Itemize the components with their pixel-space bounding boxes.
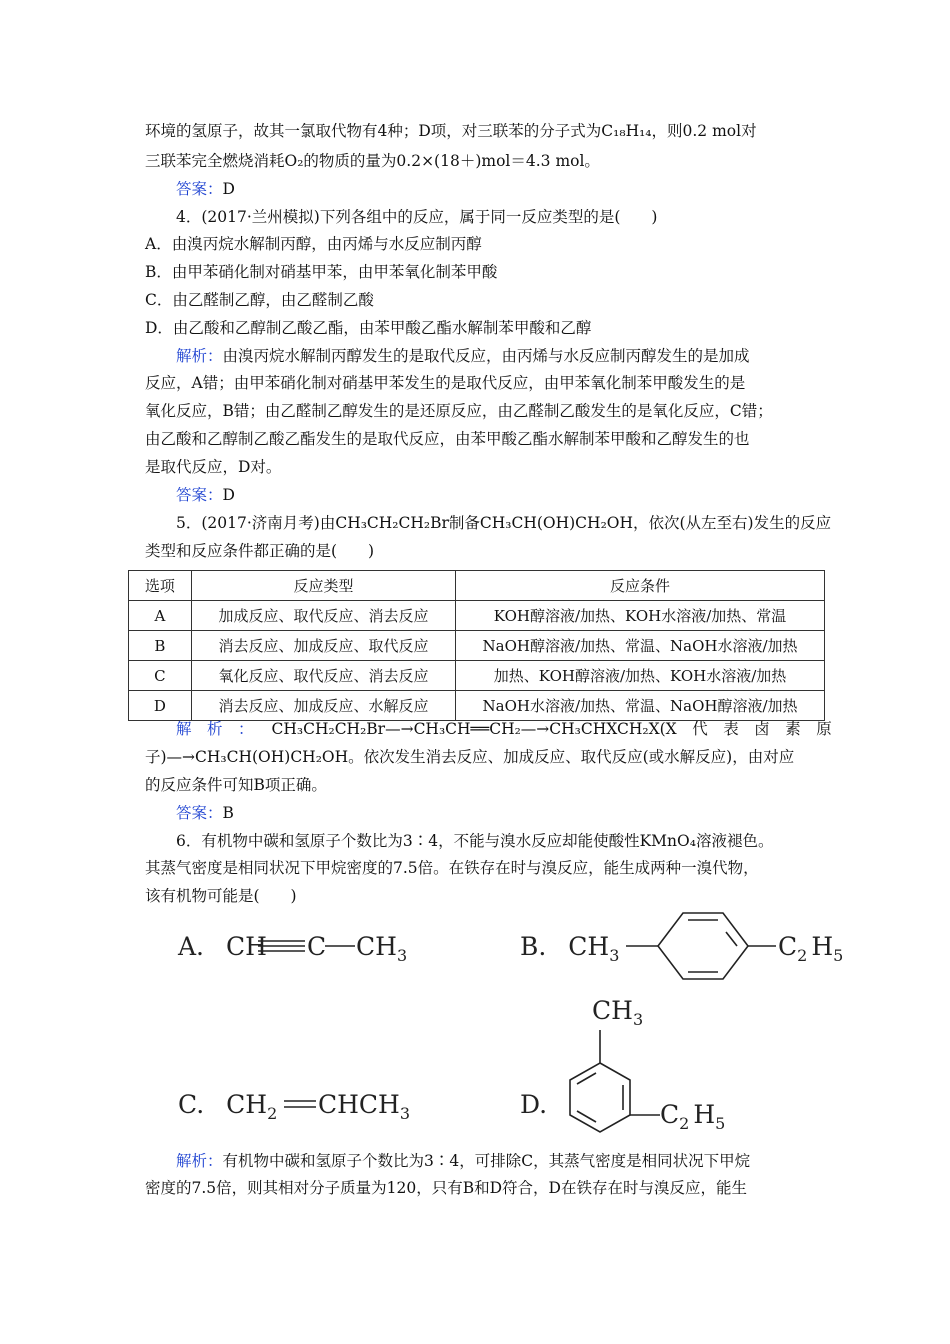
q5-analysis-line-3: 的反应条件可知B项正确。 (145, 776, 327, 794)
table-cell: NaOH水溶液/加热、常温、NaOH醇溶液/加热 (456, 691, 825, 721)
q5-answer (176, 802, 234, 824)
formula-subscript: 5 (833, 946, 844, 965)
table-cell: D (129, 691, 192, 721)
q4-analysis-line-5: 是取代反应，D对。 (145, 458, 282, 476)
answer-value: D (222, 180, 235, 198)
answer-value: D (222, 486, 235, 504)
q5-analysis-line-2: 子)—→CH₃CH(OH)CH₂OH。依次发生消去反应、加成反应、取代反应(或水解反应)，由对应 (145, 748, 795, 766)
q4-option-a: A．由溴丙烷水解制丙醇，由丙烯与水反应制丙醇 (145, 235, 482, 253)
q4-option-d: D．由乙酸和乙醇制乙酸乙酯，由苯甲酸乙酯水解制苯甲酸和乙醇 (145, 319, 592, 337)
formula-text: CH (356, 932, 397, 961)
q4-stem: 4．(2017·兰州模拟)下列各组中的反应，属于同一反应类型的是( ) (176, 208, 658, 226)
answer-label: 答案： (176, 180, 223, 198)
q6-option-a-methyl (356, 932, 408, 965)
analysis-label: 解 析 ： (176, 720, 254, 738)
option-label: D. (520, 1090, 548, 1119)
option-label: B. (520, 932, 547, 961)
q6-option-c-right (318, 1090, 411, 1123)
table-row (129, 691, 825, 721)
table-cell: 加热、KOH醇溶液/加热、KOH水溶液/加热 (456, 661, 825, 691)
analysis-text: 有机物中碳和氢原子个数比为3∶4，可排除C，其蒸气密度是相同状况下甲烷 (222, 1152, 751, 1170)
q6-analysis-line-2: 密度的7.5倍，则其相对分子质量为120，只有B和D符合，D在铁存在时与溴反应，能生 (145, 1179, 747, 1197)
q6-stem-line-2: 其蒸气密度是相同状况下甲烷密度的7.5倍。在铁存在时与溴反应，能生成两种一溴代物， (145, 859, 759, 877)
q5-analysis-line-1 (176, 718, 832, 740)
q6-option-b (520, 932, 620, 965)
q3-answer (176, 178, 235, 200)
formula-subscript: 3 (399, 1104, 411, 1123)
q6-option-a (178, 932, 267, 961)
q4-analysis-line-2: 反应，A错；由甲苯硝化制对硝基甲苯发生的是取代反应，由甲苯氧化制苯甲酸发生的是 (145, 374, 746, 392)
q6-analysis-line-1 (176, 1150, 750, 1172)
formula-text: CH (592, 996, 633, 1025)
analysis-text: 由溴丙烷水解制丙醇发生的是取代反应，由丙烯与水反应制丙醇发生的是加成 (222, 347, 750, 365)
q5-stem-line-2: 类型和反应条件都正确的是( ) (145, 542, 375, 560)
analysis-text: CH₃CH₂CH₂Br—→CH₃CH══CH₂—→CH₃CHXCH₂X(X 代 表 卤 素 原 (271, 720, 832, 738)
formula-subscript: 5 (715, 1114, 726, 1133)
q6-option-c (178, 1090, 278, 1123)
formula-subscript: 3 (632, 1010, 644, 1029)
analysis-label: 解析： (176, 347, 223, 365)
intro-line-1: 环境的氢原子，故其一氯取代物有4种；D项，对三联苯的分子式为C₁₈H₁₄，则0.2 mol对 (145, 122, 757, 140)
answer-value: B (222, 804, 234, 822)
q4-answer (176, 484, 235, 506)
formula-subscript: 2 (267, 1104, 278, 1123)
formula-text: C (660, 1100, 680, 1129)
table-row (129, 601, 825, 631)
table-cell: 氧化反应、取代反应、消去反应 (191, 661, 455, 691)
formula-subscript: 2 (797, 946, 808, 965)
formula-text: H (811, 932, 834, 961)
q6-option-d-ethyl (660, 1100, 726, 1133)
q4-option-b: B．由甲苯硝化制对硝基甲苯，由甲苯氧化制苯甲酸 (145, 263, 498, 281)
table-cell: 消去反应、加成反应、水解反应 (191, 691, 455, 721)
answer-label: 答案： (176, 486, 223, 504)
option-label: C. (178, 1090, 205, 1119)
table-row (129, 631, 825, 661)
table-header-cell: 反应类型 (191, 571, 455, 601)
intro-line-2: 三联苯完全燃烧消耗O₂的物质的量为0.2×(18＋)mol＝4.3 mol。 (145, 152, 600, 170)
q5-table (128, 570, 825, 721)
table-header-row (129, 571, 825, 601)
table-cell: 加成反应、取代反应、消去反应 (191, 601, 455, 631)
q6-option-d-methyl (592, 996, 644, 1029)
q6-option-d (520, 1090, 547, 1119)
table-cell: C (129, 661, 192, 691)
table-cell: B (129, 631, 192, 661)
formula-text: H (693, 1100, 716, 1129)
q4-analysis-line-3: 氧化反应，B错；由乙醛制乙醇发生的是还原反应，由乙醛制乙酸发生的是氧化反应，C错； (145, 402, 773, 420)
table-cell: A (129, 601, 192, 631)
formula-subscript: 2 (679, 1114, 690, 1133)
table-header-cell: 选项 (129, 571, 192, 601)
formula-subscript: 3 (396, 946, 408, 965)
table-cell: 消去反应、加成反应、取代反应 (191, 631, 455, 661)
q4-analysis-line-1 (176, 345, 750, 367)
double-bond (284, 1101, 316, 1107)
formula-text: CH (226, 1090, 268, 1119)
formula-text: CHCH (318, 1090, 400, 1119)
table-cell: KOH醇溶液/加热、KOH水溶液/加热、常温 (456, 601, 825, 631)
formula-subscript: 3 (609, 946, 620, 965)
formula-text: C (778, 932, 798, 961)
q6-stem-line-1: 6．有机物中碳和氢原子个数比为3∶4，不能与溴水反应却能使酸性KMnO₄溶液褪色。 (176, 832, 774, 850)
q6-option-b-ethyl (778, 932, 844, 965)
benzene-ring-b (626, 913, 776, 979)
formula-text: CH (568, 932, 610, 961)
analysis-label: 解析： (176, 1152, 223, 1170)
q6-option-a-carbon: C (307, 932, 327, 961)
table-row (129, 661, 825, 691)
q5-stem-line-1: 5．(2017·济南月考)由CH₃CH₂CH₂Br制备CH₃CH(OH)CH₂OH，依次(从左至右)发生的反应 (176, 514, 832, 532)
table-cell: NaOH醇溶液/加热、常温、NaOH水溶液/加热 (456, 631, 825, 661)
q4-option-c: C．由乙醛制乙醇，由乙醛制乙酸 (145, 291, 374, 309)
option-label: A. (178, 932, 205, 961)
benzene-ring-d (570, 1030, 660, 1132)
q6-stem-line-3: 该有机物可能是( ) (145, 887, 297, 905)
answer-label: 答案： (176, 804, 223, 822)
table-header-cell: 反应条件 (456, 571, 825, 601)
q4-analysis-line-4: 由乙酸和乙醇制乙酸乙酯发生的是取代反应，由苯甲酸乙酯水解制苯甲酸和乙醇发生的也 (145, 430, 750, 448)
formula-text: CH (225, 932, 267, 961)
